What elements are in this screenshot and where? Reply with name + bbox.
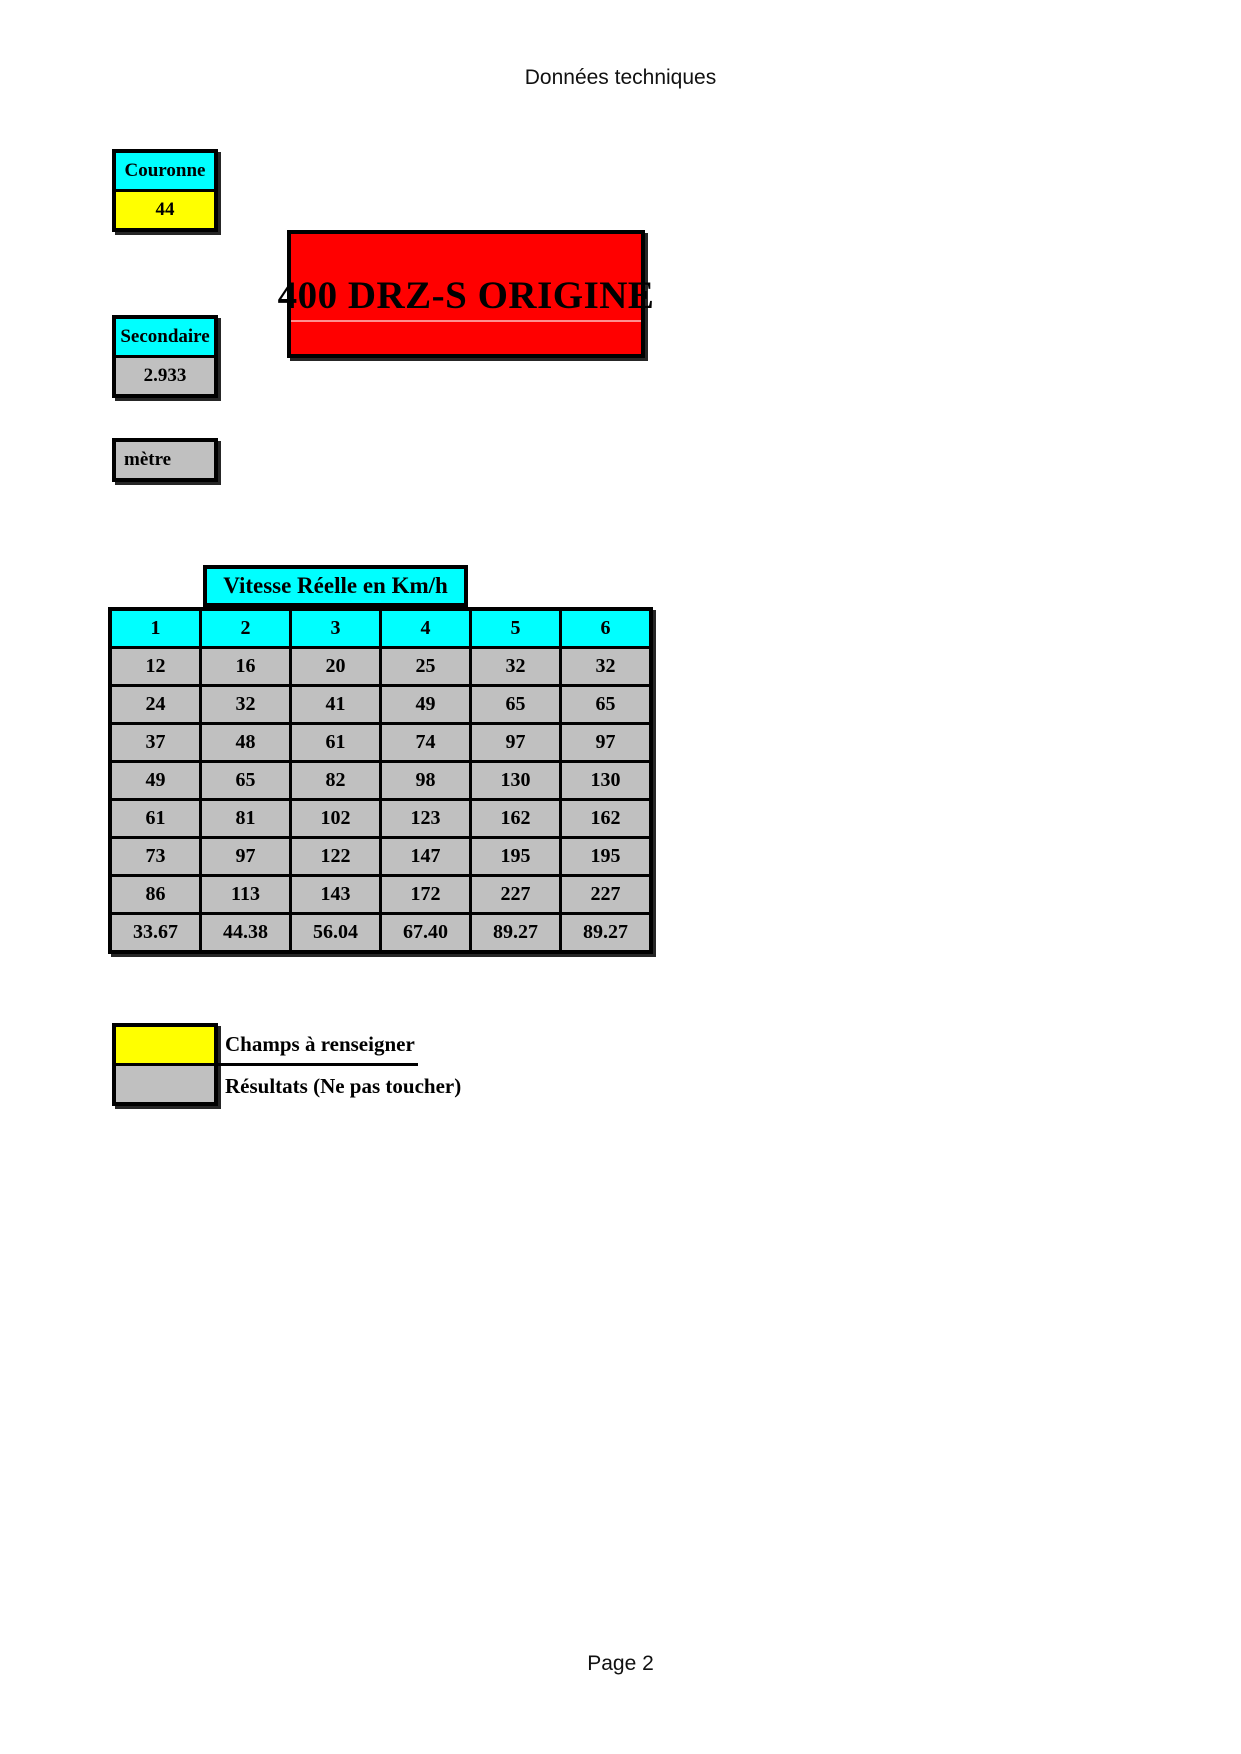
secondaire-label: Secondaire <box>116 319 214 358</box>
table-cell: 81 <box>201 800 291 838</box>
table-cell: 49 <box>381 686 471 724</box>
column-header: 1 <box>110 609 201 648</box>
table-cell: 123 <box>381 800 471 838</box>
table-cell: 130 <box>471 762 561 800</box>
table-cell: 65 <box>471 686 561 724</box>
speed-table <box>108 607 653 954</box>
table-cell: 147 <box>381 838 471 876</box>
table-cell: 113 <box>201 876 291 914</box>
table-cell: 25 <box>381 648 471 686</box>
table-cell: 24 <box>110 686 201 724</box>
table-cell: 102 <box>291 800 381 838</box>
table-row <box>110 800 651 838</box>
column-header: 6 <box>561 609 652 648</box>
model-banner-title: 400 DRZ-S ORIGINE <box>277 274 655 317</box>
table-cell: 97 <box>561 724 652 762</box>
table-cell: 97 <box>471 724 561 762</box>
couronne-value: 44 <box>116 192 214 228</box>
legend-swatch-yellow <box>116 1027 214 1066</box>
table-cell: 32 <box>471 648 561 686</box>
table-cell: 162 <box>561 800 652 838</box>
table-row <box>110 876 651 914</box>
table-cell: 32 <box>201 686 291 724</box>
table-cell: 82 <box>291 762 381 800</box>
metre-label: mètre <box>116 442 214 478</box>
column-header: 2 <box>201 609 291 648</box>
table-cell: 16 <box>201 648 291 686</box>
table-row <box>110 724 651 762</box>
table-cell: 162 <box>471 800 561 838</box>
table-cell: 195 <box>561 838 652 876</box>
table-cell: 172 <box>381 876 471 914</box>
table-cell: 227 <box>471 876 561 914</box>
metre-box <box>112 438 218 482</box>
secondaire-value: 2.933 <box>116 358 214 394</box>
speed-table-title: Vitesse Réelle en Km/h <box>203 565 468 607</box>
table-row <box>110 762 651 800</box>
table-cell: 143 <box>291 876 381 914</box>
table-row <box>110 648 651 686</box>
table-cell: 130 <box>561 762 652 800</box>
couronne-box <box>112 149 218 232</box>
table-cell: 48 <box>201 724 291 762</box>
table-cell: 12 <box>110 648 201 686</box>
speed-table-body <box>110 609 651 952</box>
page-footer: Page 2 <box>587 1652 654 1675</box>
table-cell: 97 <box>201 838 291 876</box>
couronne-label: Couronne <box>116 153 214 192</box>
table-cell: 41 <box>291 686 381 724</box>
legend-label-results: Résultats (Ne pas toucher) <box>225 1074 462 1098</box>
table-row <box>110 686 651 724</box>
table-cell: 89.27 <box>471 914 561 953</box>
table-cell: 65 <box>201 762 291 800</box>
table-cell: 49 <box>110 762 201 800</box>
table-cell: 98 <box>381 762 471 800</box>
table-cell: 73 <box>110 838 201 876</box>
table-cell: 86 <box>110 876 201 914</box>
table-cell: 44.38 <box>201 914 291 953</box>
table-cell: 89.27 <box>561 914 652 953</box>
table-cell: 122 <box>291 838 381 876</box>
column-header: 3 <box>291 609 381 648</box>
table-cell: 56.04 <box>291 914 381 953</box>
page-header-title: Données techniques <box>524 66 717 89</box>
secondaire-box <box>112 315 218 398</box>
table-cell: 61 <box>110 800 201 838</box>
table-cell: 67.40 <box>381 914 471 953</box>
column-header: 4 <box>381 609 471 648</box>
table-cell: 74 <box>381 724 471 762</box>
table-row <box>110 838 651 876</box>
legend-swatch-gray <box>116 1066 214 1102</box>
column-header: 5 <box>471 609 561 648</box>
table-cell: 65 <box>561 686 652 724</box>
table-cell: 195 <box>471 838 561 876</box>
model-banner <box>277 230 655 358</box>
table-cell: 32 <box>561 648 652 686</box>
table-cell: 61 <box>291 724 381 762</box>
table-cell: 33.67 <box>110 914 201 953</box>
table-cell: 37 <box>110 724 201 762</box>
table-row <box>110 914 651 953</box>
legend-label-fields: Champs à renseigner <box>225 1032 415 1056</box>
table-cell: 227 <box>561 876 652 914</box>
legend-underline <box>218 1063 418 1066</box>
banner-divider-line <box>291 320 641 322</box>
table-cell: 20 <box>291 648 381 686</box>
table-header-row <box>110 609 651 648</box>
legend-swatch-box <box>112 1023 218 1106</box>
